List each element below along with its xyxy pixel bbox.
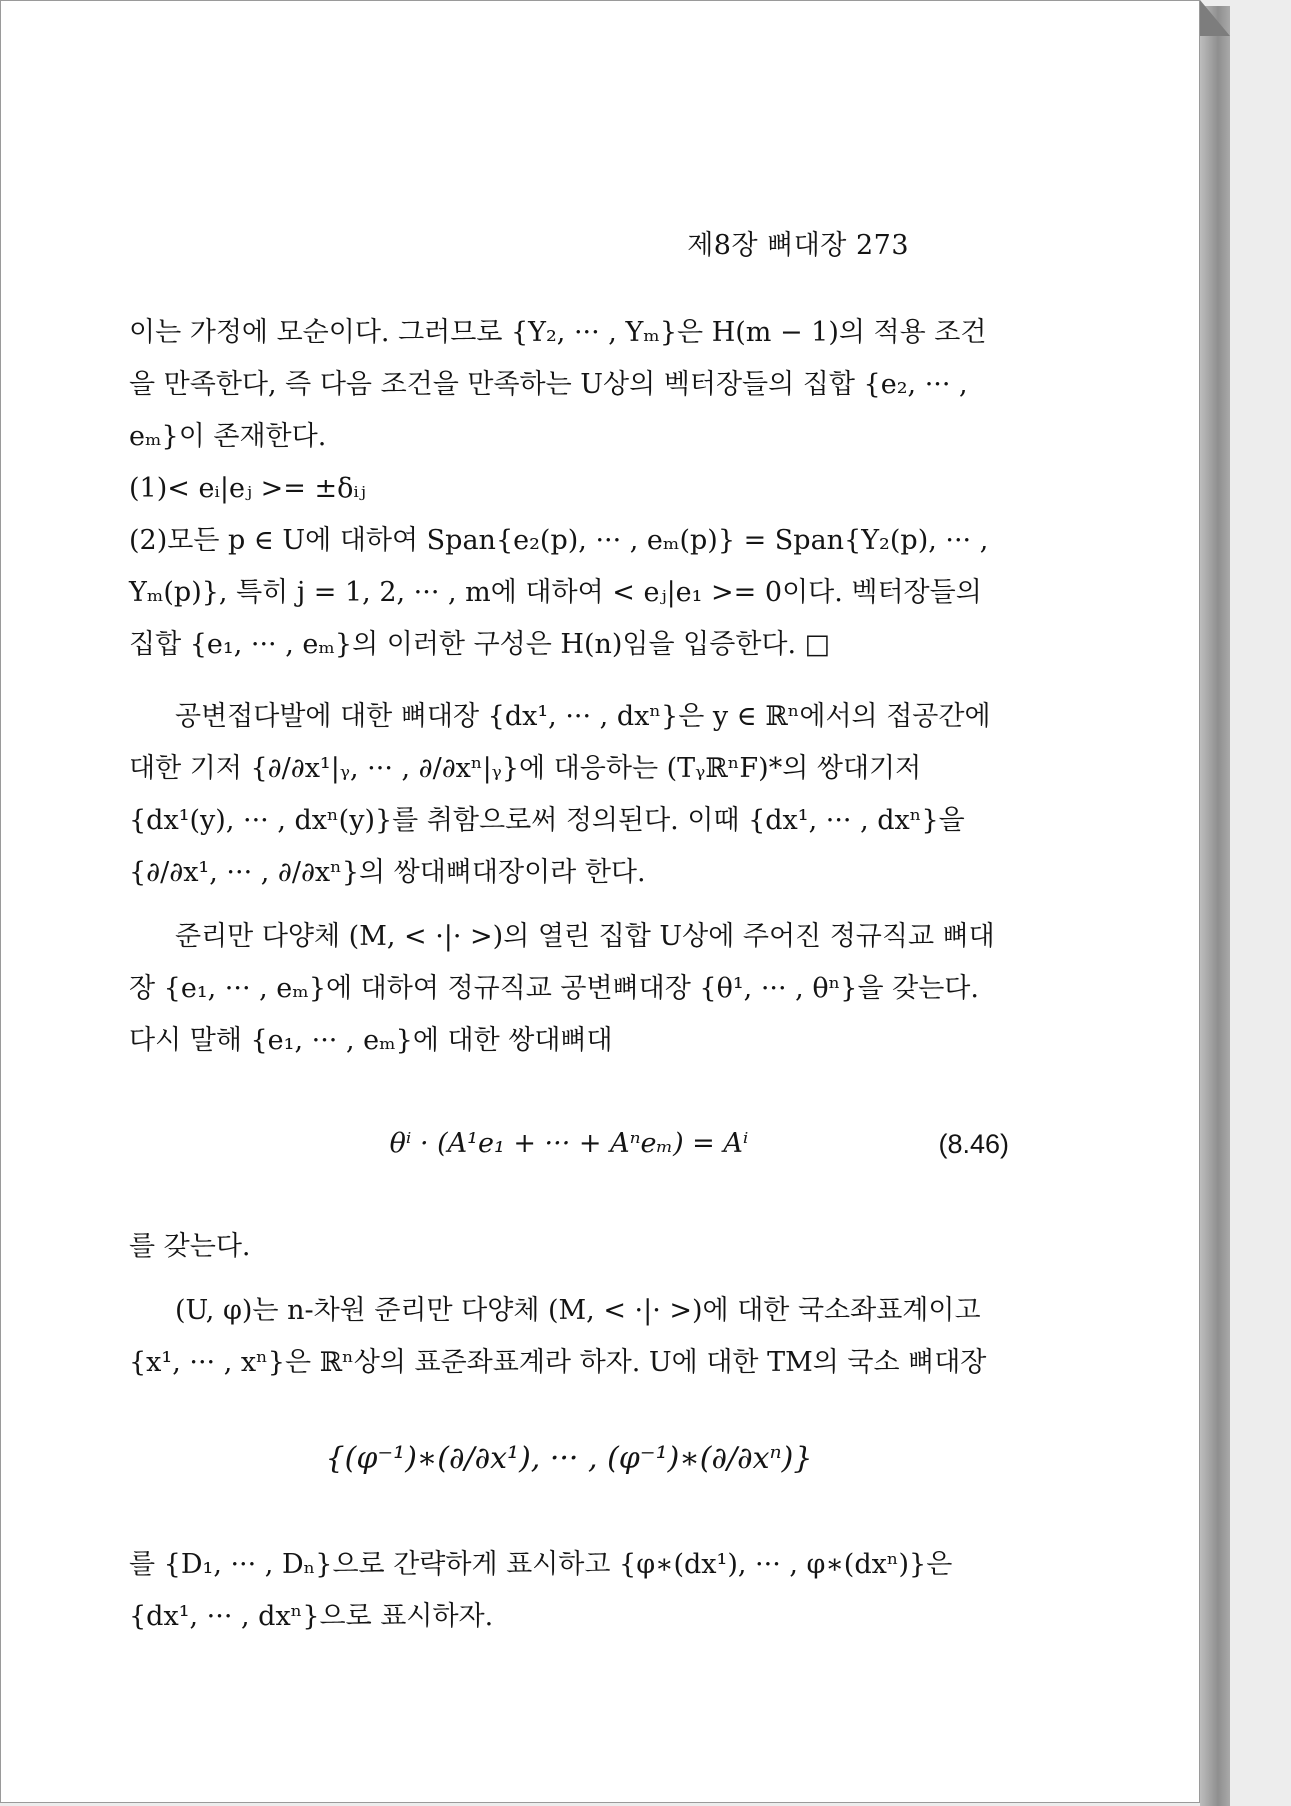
page-spine-cap [1200,0,1230,36]
equation-8-46 [129,1109,1009,1179]
equation-number: (8.46) [938,1129,1009,1159]
coframe-section [129,691,1009,1643]
paragraph-has: 를 갖는다. [129,1231,251,1262]
paragraph-orthonormal-coframe: 준리만 다양체 (M, < ·|· >)의 열린 집합 U상에 주어진 정규직교 뼈대장 {e₁, ··· , eₘ}에 대하여 정규직교 공변뼈대장 {θ¹, ··· , θⁿ}을 갖는다. 다시 말해 {e₁, ··· , eₘ}에 대한 쌍대뼈대 [129,921,995,1056]
paragraph-notation: 를 {D₁, ··· , Dₙ}으로 간략하게 표시하고 {φ∗(dx¹), ··· , φ∗(dxⁿ)}은 {dx¹, ··· , dxⁿ}으로 표시하자. [129,1549,953,1632]
paragraph-dual-frame: 공변접다발에 대한 뼈대장 {dx¹, ··· , dxⁿ}은 y ∈ ℝⁿ에서의 접공간에 대한 기저 {∂/∂x¹|ᵧ, ··· , ∂/∂xⁿ|ᵧ}에 대응하는 (TᵧℝⁿF)*의 쌍대기저 {dx¹(y), ··· , dxⁿ(y)}를 취함으로써 정의된다. 이때 {dx¹, ··· , dxⁿ}을 {∂/∂x¹, ··· , ∂/∂xⁿ}의 쌍대뼈대장이라 한다. [129,701,991,888]
condition-1: (1)< eᵢ|eⱼ >= ±δᵢⱼ [129,473,366,504]
display-local-frame: {(φ⁻¹)∗(∂/∂x¹), ··· , (φ⁻¹)∗(∂/∂xⁿ)} [325,1441,813,1476]
equation-body: θⁱ · (A¹e₁ + ··· + Aⁿeₘ) = Aⁱ [389,1128,749,1159]
paragraph-assumption-contradiction: 이는 가정에 모순이다. 그러므로 {Y₂, ··· , Yₘ}은 H(m − 1)의 적용 조건을 만족한다, 즉 다음 조건을 만족하는 U상의 벡터장들의 집합 {e₂, ··· , eₘ}이 존재한다. [129,317,987,452]
page-spine [1200,6,1230,1806]
condition-2: (2)모든 p ∈ U에 대하여 Span{e₂(p), ··· , eₘ(p)} = Span{Y₂(p), ··· , Yₘ(p)}, 특히 j = 1, 2, ··· , m에 대하여 < eⱼ|e₁ >= 0이다. 벡터장들의 집합 {e₁, ··· , eₘ}의 이러한 구성은 H(n)임을 입증한다. □ [129,525,989,660]
proof-conclusion [129,307,1009,671]
running-head: 제8장 뼈대장 273 [687,230,909,261]
paragraph-local-coordinates: (U, φ)는 n-차원 준리만 다양체 (M, < ·|· >)에 대한 국소좌표계이고 {x¹, ··· , xⁿ}은 ℝⁿ상의 표준좌표계라 하자. U에 대한 TM의 국소 뼈대장 [129,1295,987,1378]
